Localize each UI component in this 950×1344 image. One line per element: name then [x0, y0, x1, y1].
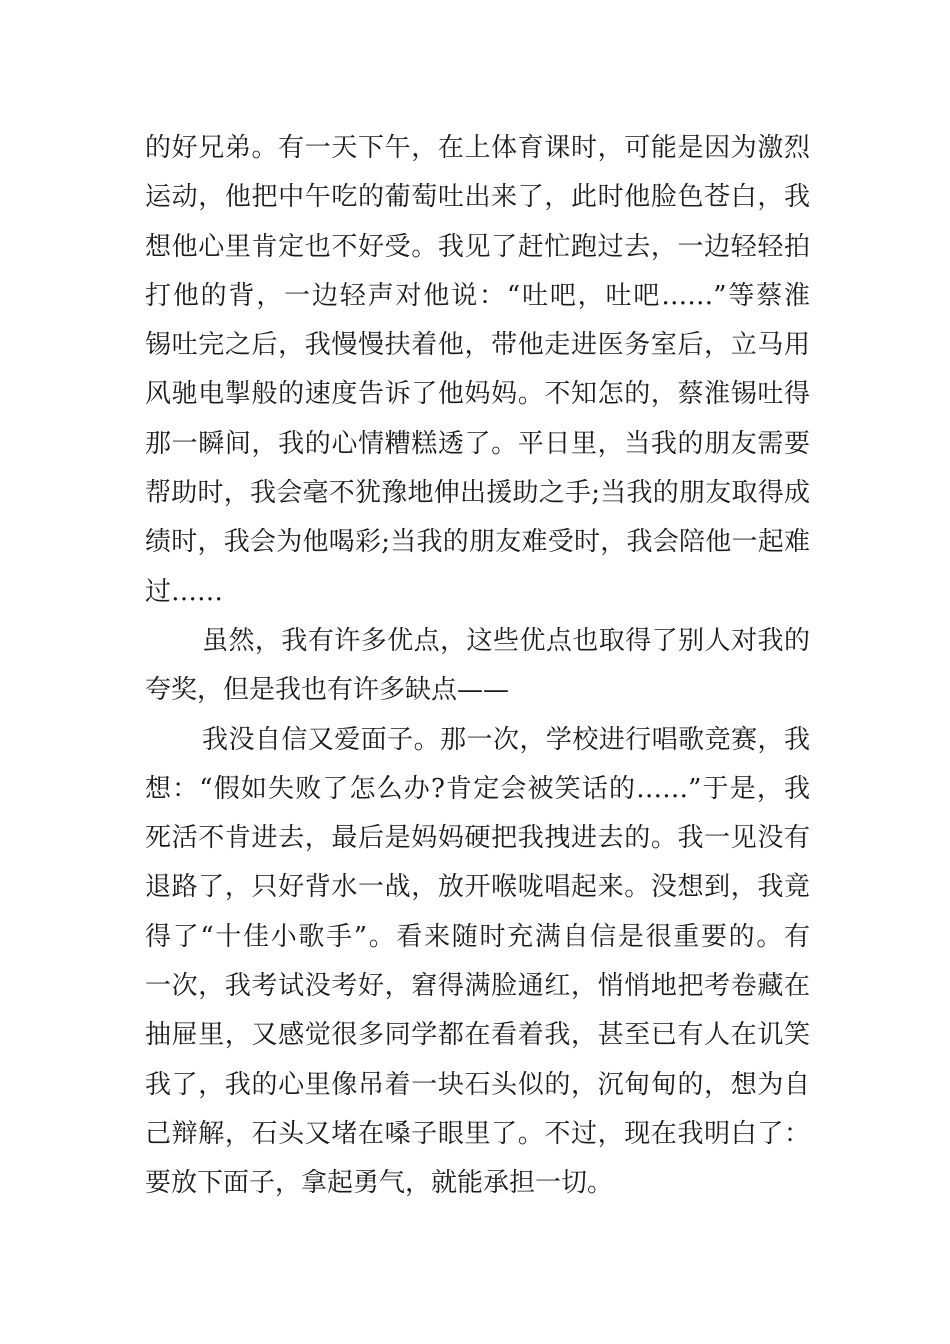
text-line: 退路了，只好背水一战，放开喉咙唱起来。没想到，我竟	[145, 872, 810, 903]
text-line: 绩时，我会为他喝彩;当我的朋友难受时，我会陪他一起难	[145, 527, 810, 558]
text-line-last: 夸奖，但是我也有许多缺点——	[145, 675, 510, 706]
text-line: 我了，我的心里像吊着一块石头似的，沉甸甸的，想为自	[145, 1069, 810, 1100]
text-line: 死活不肯进去，最后是妈妈硬把我拽进去的。我一见没有	[145, 823, 810, 854]
paragraph-first-line: 我没自信又爱面子。那一次，学校进行唱歌竞赛，我	[202, 724, 810, 755]
text-line: 的好兄弟。有一天下午，在上体育课时，可能是因为激烈	[145, 133, 810, 163]
text-line: 一次，我考试没考好，窘得满脸通红，悄悄地把考卷藏在	[145, 971, 810, 1002]
text-line: 锡吐完之后，我慢慢扶着他，带他走进医务室后，立马用	[145, 330, 810, 361]
text-line-last: 过……	[145, 576, 224, 607]
text-line: 风驰电掣般的速度告诉了他妈妈。不知怎的，蔡淮锡吐得	[145, 379, 810, 410]
text-line: 打他的背，一边轻声对他说：“吐吧，吐吧……”等蔡淮	[145, 280, 810, 311]
text-line: 想他心里肯定也不好受。我见了赶忙跑过去，一边轻轻拍	[145, 231, 810, 262]
text-line: 己辩解，石头又堵在嗓子眼里了。不过，现在我明白了：	[145, 1118, 810, 1149]
text-line-last: 要放下面子，拿起勇气，就能承担一切。	[145, 1168, 614, 1199]
text-line: 运动，他把中午吃的葡萄吐出来了，此时他脸色苍白，我	[145, 182, 810, 213]
essay-body	[145, 124, 810, 1209]
text-line: 得了“十佳小歌手”。看来随时充满自信是很重要的。有	[145, 921, 810, 952]
text-line: 帮助时，我会毫不犹豫地伸出援助之手;当我的朋友取得成	[145, 478, 810, 509]
paragraph-first-line: 虽然，我有许多优点，这些优点也取得了别人对我的	[202, 625, 810, 656]
text-line: 想：“假如失败了怎么办?肯定会被笑话的……”于是，我	[145, 773, 810, 804]
text-line: 那一瞬间，我的心情糟糕透了。平日里，当我的朋友需要	[145, 428, 810, 459]
text-line: 抽屉里，又感觉很多同学都在看着我，甚至已有人在讥笑	[145, 1020, 810, 1051]
